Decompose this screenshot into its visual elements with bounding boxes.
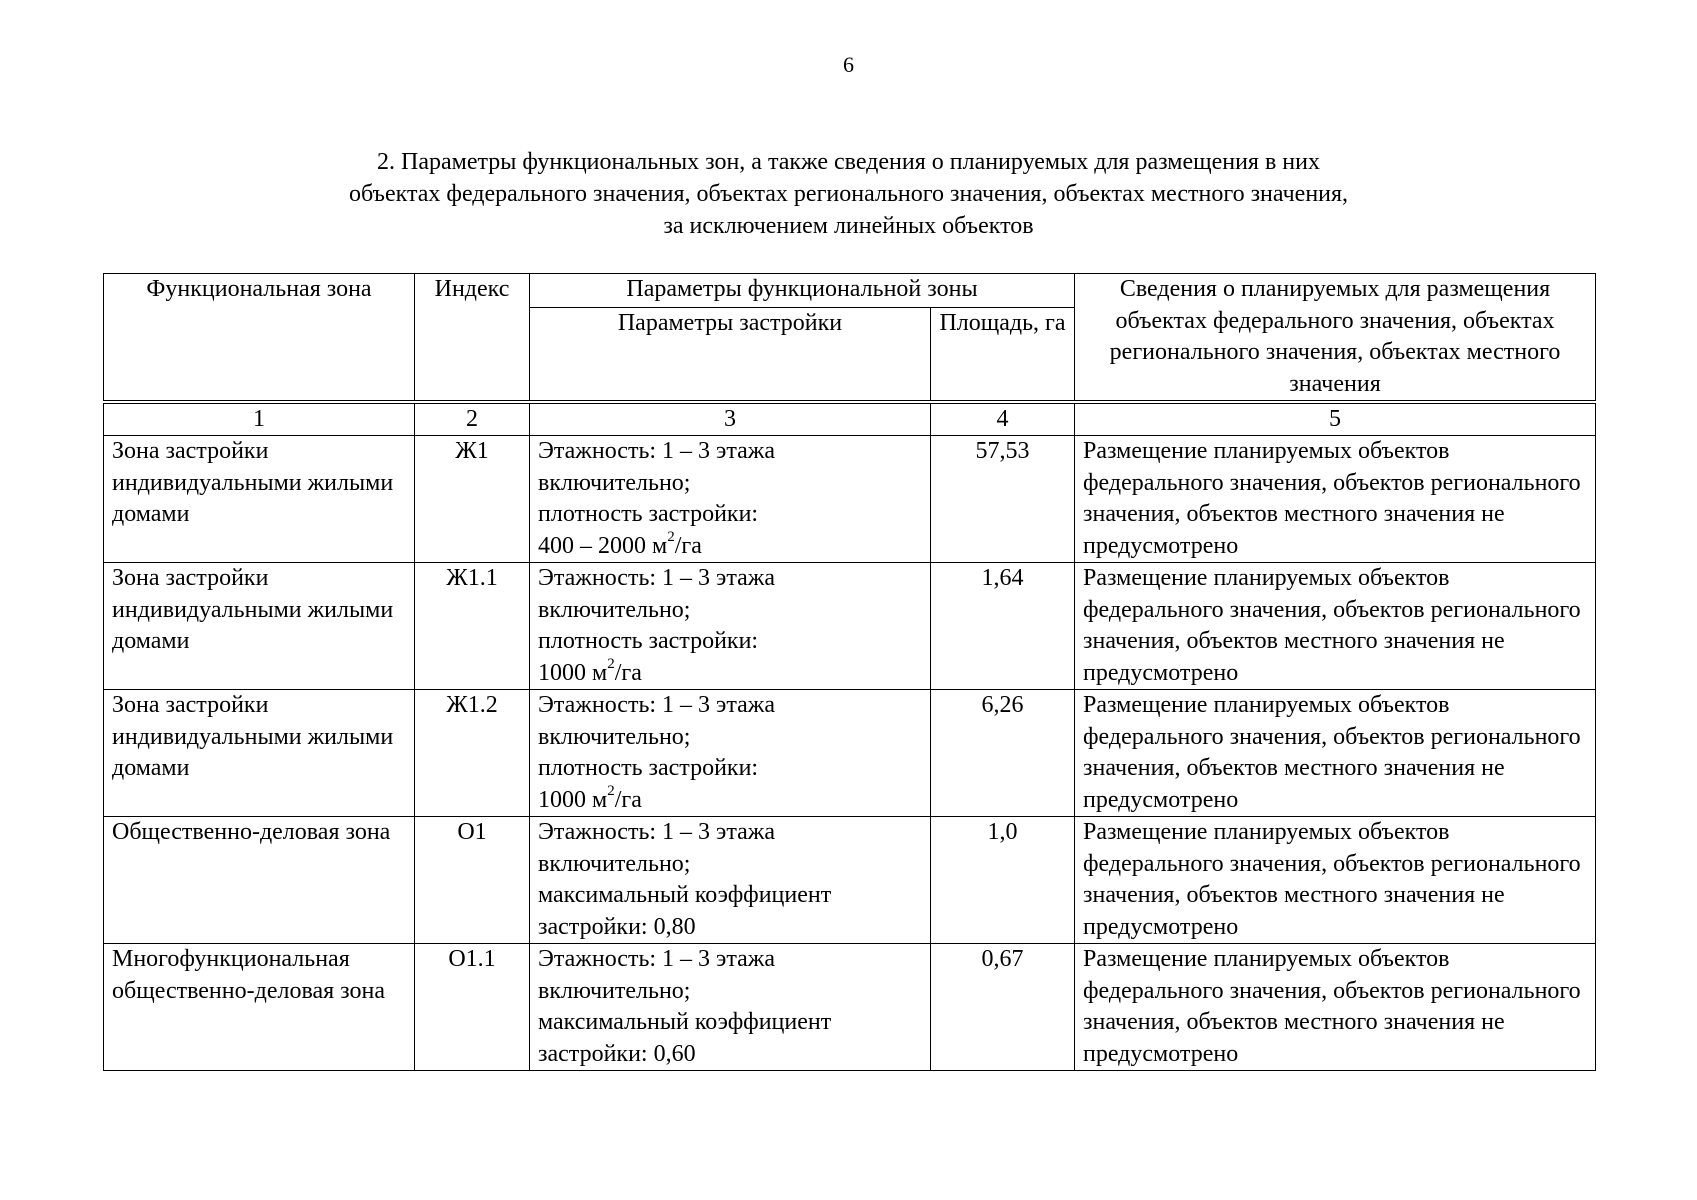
- params-density-label: плотность застройки:: [538, 755, 759, 781]
- heading-line-1: 2. Параметры функциональных зон, а также сведения о планируемых для размещения в них: [377, 149, 1320, 175]
- zone-cell: Общественно-деловая зона: [104, 817, 415, 944]
- column-number: 4: [931, 404, 1075, 436]
- params-density-value: 1000 м: [538, 786, 608, 813]
- table-row: [104, 817, 1596, 944]
- params-floors: Этажность: 1 – 3 этажа включительно;: [538, 565, 776, 623]
- zone-cell: Зона застройки индивидуальными жилыми домами: [104, 436, 415, 563]
- params-floors: Этажность: 1 – 3 этажа включительно;: [538, 819, 776, 877]
- header-area: Площадь, га: [931, 308, 1075, 401]
- header-info: Сведения о планируемых для размещения объектах федерального значения, объектах регионального значения, объектах местного значения: [1075, 274, 1596, 401]
- superscript: 2: [667, 528, 675, 545]
- zone-cell: Зона застройки индивидуальными жилыми домами: [104, 690, 415, 817]
- area-cell: 0,67: [931, 944, 1075, 1071]
- params-cell: [530, 944, 931, 1071]
- header-build-params: Параметры застройки: [530, 308, 931, 401]
- area-cell: 57,53: [931, 436, 1075, 563]
- index-cell: Ж1.2: [415, 690, 530, 817]
- zones-table: [103, 273, 1595, 1071]
- params-floors: Этажность: 1 – 3 этажа включительно;: [538, 692, 776, 750]
- area-cell: 1,64: [931, 563, 1075, 690]
- heading-line-3: за исключением линейных объектов: [663, 213, 1034, 239]
- info-cell: Размещение планируемых объектов федерального значения, объектов регионального значения, объектов местного значения не предусмотрено: [1075, 690, 1596, 817]
- params-density-label: плотность застройки:: [538, 501, 759, 527]
- superscript: 2: [607, 782, 615, 799]
- heading-line-2: объектах федерального значения, объектах регионального значения, объектах местного значения,: [348, 181, 1349, 207]
- info-cell: Размещение планируемых объектов федерального значения, объектов регионального значения, объектов местного значения не предусмотрено: [1075, 563, 1596, 690]
- zone-cell: Многофункциональная общественно-деловая зона: [104, 944, 415, 1071]
- area-cell: 1,0: [931, 817, 1075, 944]
- params-cell: [530, 563, 931, 690]
- params-density-value: 400 – 2000 м: [538, 532, 668, 559]
- superscript: 2: [607, 655, 615, 672]
- info-cell: Размещение планируемых объектов федерального значения, объектов регионального значения, объектов местного значения не предусмотрено: [1075, 817, 1596, 944]
- params-coefficient: максимальный коэффициент застройки: 0,80: [538, 882, 832, 940]
- zone-cell: Зона застройки индивидуальными жилыми домами: [104, 563, 415, 690]
- params-cell: [530, 817, 931, 944]
- params-density-unit: /га: [614, 786, 642, 813]
- column-number: 5: [1075, 404, 1596, 436]
- column-number-row: [104, 404, 1596, 436]
- params-cell: [530, 436, 931, 563]
- index-cell: Ж1.1: [415, 563, 530, 690]
- table-row: [104, 563, 1596, 690]
- params-cell: [530, 690, 931, 817]
- params-density-value: 1000 м: [538, 659, 608, 686]
- info-cell: Размещение планируемых объектов федерального значения, объектов регионального значения, объектов местного значения не предусмотрено: [1075, 436, 1596, 563]
- info-cell: Размещение планируемых объектов федерального значения, объектов регионального значения, объектов местного значения не предусмотрено: [1075, 944, 1596, 1071]
- params-density-label: плотность застройки:: [538, 628, 759, 654]
- table-row: [104, 690, 1596, 817]
- table-row: [104, 944, 1596, 1071]
- params-coefficient: максимальный коэффициент застройки: 0,60: [538, 1009, 832, 1067]
- index-cell: Ж1: [415, 436, 530, 563]
- header-zone: Функциональная зона: [104, 274, 415, 401]
- column-number: 1: [104, 404, 415, 436]
- params-floors: Этажность: 1 – 3 этажа включительно;: [538, 946, 776, 1004]
- page-number: 6: [843, 52, 854, 77]
- params-density-unit: /га: [674, 532, 702, 559]
- header-params-group: Параметры функциональной зоны: [530, 274, 1075, 308]
- params-density-unit: /га: [614, 659, 642, 686]
- area-cell: 6,26: [931, 690, 1075, 817]
- column-number: 3: [530, 404, 931, 436]
- index-cell: О1.1: [415, 944, 530, 1071]
- params-floors: Этажность: 1 – 3 этажа включительно;: [538, 438, 776, 496]
- header-index: Индекс: [415, 274, 530, 401]
- index-cell: О1: [415, 817, 530, 944]
- table-row: [104, 436, 1596, 563]
- section-heading: [0, 146, 1697, 242]
- column-number: 2: [415, 404, 530, 436]
